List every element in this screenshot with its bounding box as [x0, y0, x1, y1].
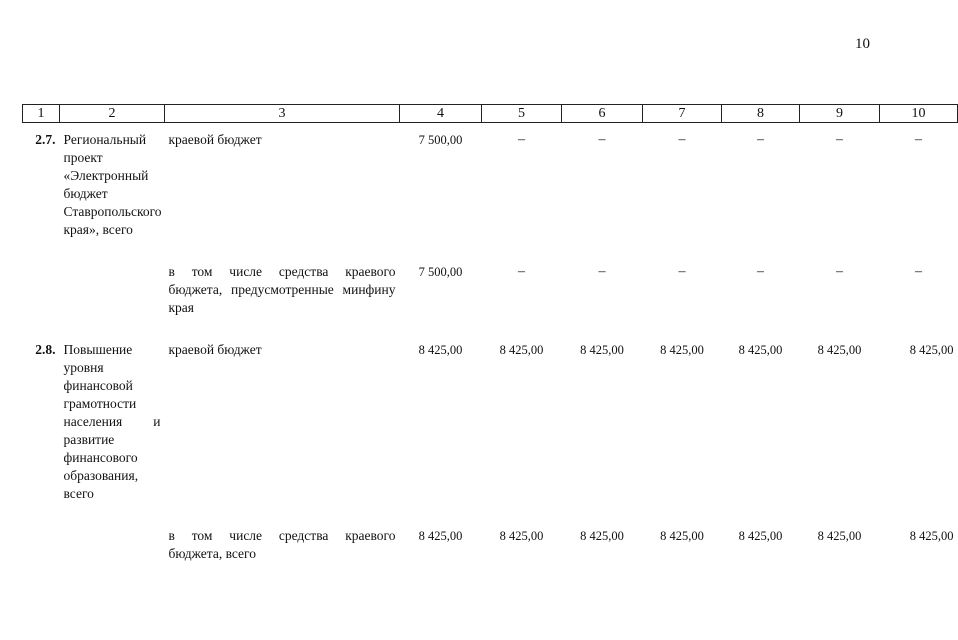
- value-cell: 8 425,00: [909, 529, 954, 543]
- table-row: [23, 519, 958, 579]
- value-cell: 8 425,00: [499, 343, 544, 357]
- value-cell: –: [678, 132, 686, 147]
- page-number: 10: [855, 36, 870, 52]
- column-header: 2: [60, 105, 165, 123]
- table-row: [23, 333, 958, 519]
- value-cell: –: [915, 264, 922, 279]
- value-cell: 8 425,00: [660, 343, 704, 357]
- table-row: [23, 255, 958, 333]
- row-name: Повышение уровня финансовой грамотности населения и развитие финансового образования, всего: [63, 342, 161, 501]
- row-index: 2.7.: [35, 132, 56, 147]
- value-cell: 8 425,00: [909, 343, 954, 357]
- value-cell: –: [678, 264, 686, 279]
- value-cell: 8 425,00: [580, 343, 624, 357]
- value-cell: 8 425,00: [817, 529, 862, 543]
- value-cell: –: [757, 264, 764, 279]
- funding-source: краевой бюджет: [168, 342, 262, 357]
- column-header: 9: [800, 105, 880, 123]
- table-row: [23, 123, 958, 256]
- value-cell: –: [915, 132, 922, 147]
- row-index: 2.8.: [35, 342, 56, 357]
- column-header: 8: [722, 105, 800, 123]
- column-header: 4: [400, 105, 482, 123]
- value-cell: 8 425,00: [418, 529, 463, 543]
- value-cell: 8 425,00: [580, 529, 624, 543]
- funding-source: в том числе средства краевого бюджета, предусмотренные минфину края: [168, 264, 396, 315]
- value-cell: –: [518, 132, 525, 147]
- value-cell: 8 425,00: [418, 343, 463, 357]
- value-cell: 8 425,00: [660, 529, 704, 543]
- column-header: 7: [643, 105, 722, 123]
- funding-source: в том числе средства краевого бюджета, всего: [168, 528, 396, 561]
- column-header: 5: [482, 105, 562, 123]
- column-header: 3: [165, 105, 400, 123]
- value-cell: –: [836, 132, 843, 147]
- row-name: Региональный проект «Электронный бюджет Ставропольского края», всего: [63, 132, 162, 237]
- value-cell: 8 425,00: [499, 529, 544, 543]
- value-cell: 7 500,00: [418, 133, 463, 147]
- column-header: 10: [880, 105, 958, 123]
- budget-table: [22, 104, 958, 579]
- value-cell: –: [598, 264, 606, 279]
- value-cell: 8 425,00: [738, 529, 783, 543]
- value-cell: –: [598, 132, 606, 147]
- value-cell: 7 500,00: [418, 265, 463, 279]
- value-cell: 8 425,00: [817, 343, 862, 357]
- value-cell: –: [518, 264, 525, 279]
- funding-source: краевой бюджет: [168, 132, 262, 147]
- column-header: 6: [562, 105, 643, 123]
- value-cell: –: [836, 264, 843, 279]
- value-cell: –: [757, 132, 764, 147]
- value-cell: 8 425,00: [738, 343, 783, 357]
- column-header: 1: [23, 105, 60, 123]
- column-number-header: [23, 105, 958, 123]
